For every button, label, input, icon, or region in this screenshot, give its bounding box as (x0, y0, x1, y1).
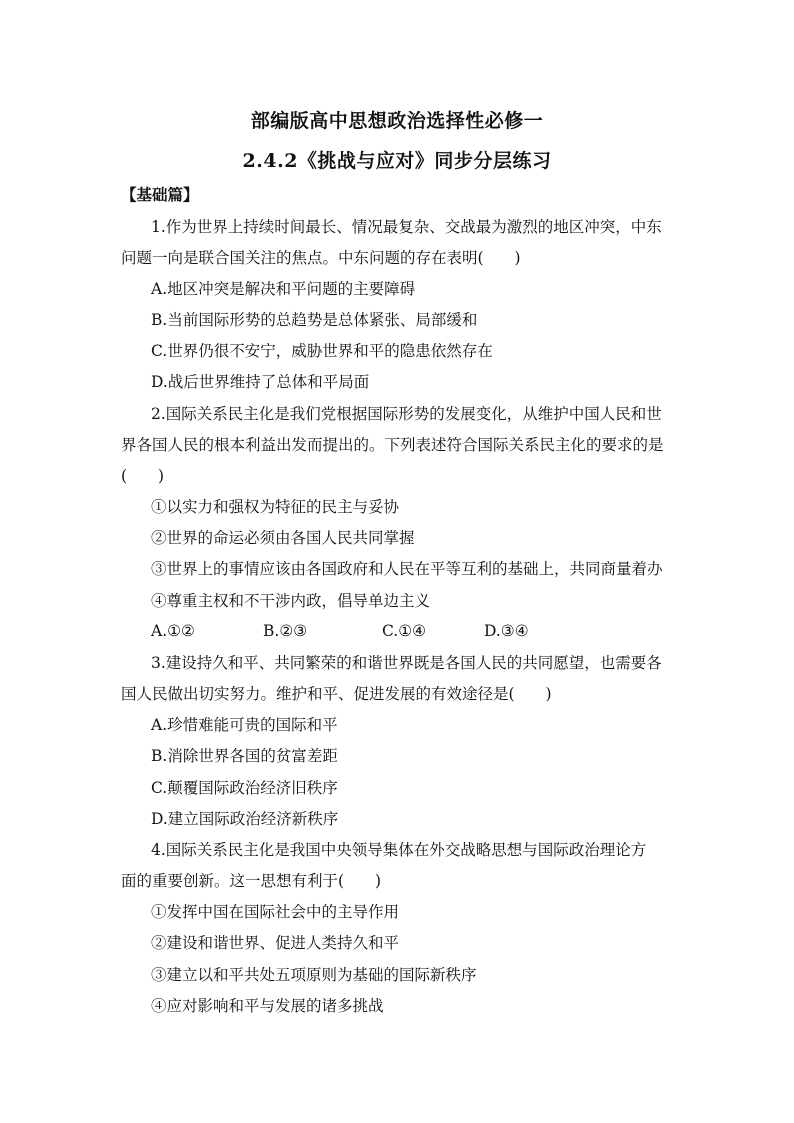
question-1-option-a: A.地区冲突是解决和平问题的主要障碍 (151, 280, 416, 298)
question-2-option-d: D.③④ (484, 622, 529, 640)
question-2-stem-line-1: 2.国际关系民主化是我们党根据国际形势的发展变化，从维护中国人民和世 (151, 405, 662, 423)
question-4-statement-3: ③建立以和平共处五项原则为基础的国际新秩序 (151, 966, 477, 984)
question-4-statement-1: ①发挥中国在国际社会中的主导作用 (151, 903, 400, 921)
document-subtitle: 2.4.2《挑战与应对》同步分层练习 (242, 150, 552, 172)
question-2-statement-1: ①以实力和强权为特征的民主与妥协 (151, 498, 400, 516)
question-1-option-c: C.世界仍很不安宁，威胁世界和平的隐患依然存在 (151, 342, 493, 360)
question-3-option-c: C.颠覆国际政治经济旧秩序 (151, 779, 338, 797)
question-3-stem-line-2: 国人民做出切实努力。维护和平、促进发展的有效途径是( ) (121, 685, 552, 703)
question-2-statement-2: ②世界的命运必须由各国人民共同掌握 (151, 529, 415, 547)
section-heading: 【基础篇】 (121, 185, 199, 204)
question-1-option-d: D.战后世界维持了总体和平局面 (151, 373, 370, 391)
question-4-statement-4: ④应对影响和平与发展的诸多挑战 (151, 997, 384, 1015)
question-4-stem-line-1: 4.国际关系民主化是我国中央领导集体在外交战略思想与国际政治理论方 (151, 841, 647, 859)
question-3-stem-line-1: 3.建设持久和平、共同繁荣的和谐世界既是各国人民的共同愿望，也需要各 (151, 654, 662, 672)
question-4-stem-line-2: 面的重要创新。这一思想有利于( ) (121, 872, 382, 890)
question-2-stem-line-3: ( ) (121, 467, 165, 485)
question-3-option-d: D.建立国际政治经济新秩序 (151, 810, 339, 828)
question-3-option-a: A.珍惜难能可贵的国际和平 (151, 716, 338, 734)
question-4-statement-2: ②建设和谐世界、促进人类持久和平 (151, 934, 400, 952)
question-2-statement-4: ④尊重主权和不干涉内政，倡导单边主义 (151, 592, 431, 610)
question-2-stem-line-2: 界各国人民的根本利益出发而提出的。下列表述符合国际关系民主化的要求的是 (121, 436, 664, 454)
question-2-option-b: B.②③ (263, 622, 308, 640)
document-title: 部编版高中思想政治选择性必修一 (250, 110, 544, 132)
question-3-option-b: B.消除世界各国的贫富差距 (151, 747, 338, 765)
question-2-option-a: A.①② (151, 622, 195, 640)
question-2-option-c: C.①④ (382, 622, 427, 640)
question-1-stem-line-1: 1.作为世界上持续时间最长、情况最复杂、交战最为激烈的地区冲突，中东 (151, 218, 662, 236)
question-1-option-b: B.当前国际形势的总趋势是总体紧张、局部缓和 (151, 311, 478, 329)
question-1-stem-line-2: 问题一向是联合国关注的焦点。中东问题的存在表明( ) (121, 249, 521, 267)
question-2-statement-3: ③世界上的事情应该由各国政府和人民在平等互利的基础上，共同商量着办 (151, 560, 663, 578)
